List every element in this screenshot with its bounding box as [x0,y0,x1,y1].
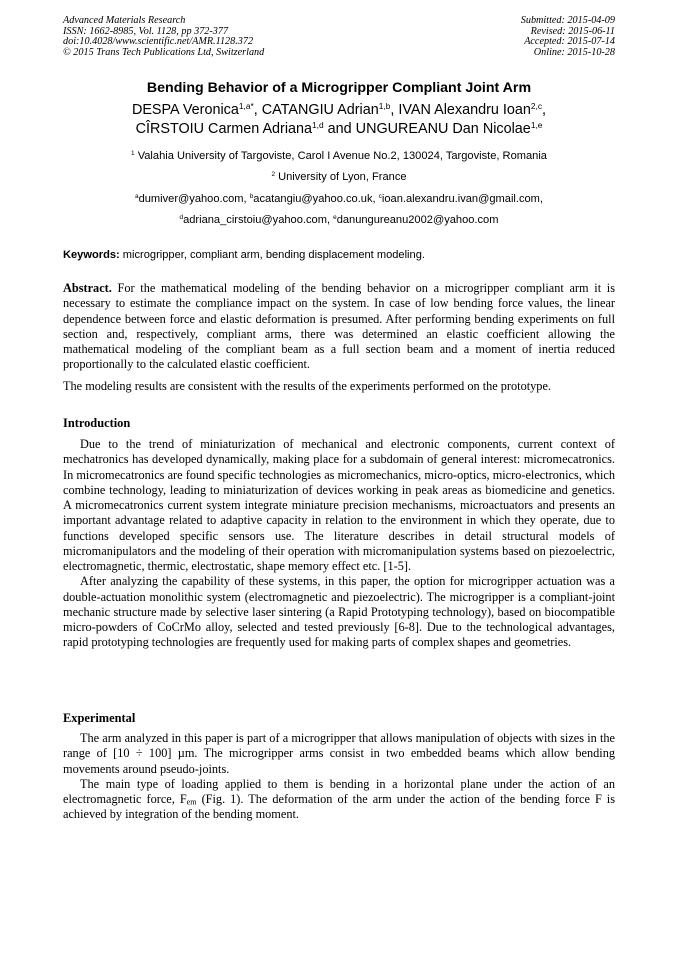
affiliation-1 [63,150,615,162]
email-mark: c [378,193,382,201]
email-c[interactable]: ioan.alexandru.ivan@gmail.com [381,193,540,205]
author-separator: , [542,102,547,118]
email-mark: a [134,193,139,201]
abstract-conclusion: The modeling results are consistent with the results of the experiments performed on the prototype. [63,379,551,393]
author-name: CATANGIU Adrian [261,102,379,118]
accepted-date: Accepted: 2015-07-14 [524,36,615,48]
email-mark: e [333,214,337,222]
journal-issn: ISSN: 1662-8985, Vol. 1128, pp 372-377 [63,25,229,37]
paragraph: After analyzing the capability of these systems, in this paper, the option for microgripper actuation was a double-actuation monolithic system (electromagnetic and piezoelectric). The microgripper is a compliant-joint mechanic structure made by selective laser sintering (a Rapid Prototyping technology), based on biocompatible micro-powders of CoCrMo alloy, selected and tested previously [6-8]. Due to the technological advantages, rapid prototyping technologies are frequently used for making parts of complex shapes and geometries. [63,574,615,650]
email-mark: b [249,193,254,201]
keywords [63,249,615,261]
affiliation-text: Valahia University of Targoviste, Carol I Avenue No.2, 130024, Targoviste, Romania [134,150,547,162]
author-line-1 [50,101,628,120]
author-name: DESPA Veronica [131,102,239,118]
force-subscript: em [186,797,197,807]
author-conjunction: and [323,120,356,137]
email-mark: d [179,214,184,222]
author-separator: , [390,102,399,118]
email-b[interactable]: acatangiu@yahoo.co.uk [253,193,373,205]
author-name: UNGUREANU Dan Nicolae [355,120,531,137]
affiliation-2 [63,171,615,183]
journal-doi: doi:10.4028/www.scientific.net/AMR.1128.372 [63,36,254,48]
email-e[interactable]: danungureanu2002@yahoo.com [336,214,499,226]
author-name: IVAN Alexandru Ioan [398,102,531,118]
affiliation-mark: 1 [131,150,135,158]
author-affiliation-mark: 1,e [530,119,543,130]
affiliation-mark: 2 [271,171,276,179]
email-line-1: $^a$dumiver@yahoo.com, $^b$acatangiu@yahoo.co.uk, $^c$ioan.alexandru.ivan@gmail.com, [134,193,544,205]
email-d[interactable]: adriana_cirstoiu@yahoo.com [183,214,327,226]
introduction-body [63,437,615,651]
paragraph [63,777,615,823]
author-separator: , [253,102,262,118]
author-list [50,101,628,138]
author-affiliation-mark: 2,c [530,100,543,111]
section-heading-experimental: Experimental [63,711,136,725]
section-heading-introduction: Introduction [63,416,131,430]
keywords-label: Keywords: [63,249,120,261]
submission-dates [521,16,615,58]
abstract [63,281,615,373]
email-line-2: $^d$adriana_cirstoiu@yahoo.com, $^e$danungureanu2002@yahoo.com [179,214,499,226]
online-date: Online: 2015-10-28 [533,46,615,58]
abstract-text: For the mathematical modeling of the bending behavior on a microgripper compliant arm it is necessary to estimate the compliance impact on the system. In case of low bending force values, the linear dependence between force and elastic deformation is presumed. After performing bending experiments on full section and, respectively, compliant arms, there was determined an elastic coefficient allowing the mathematical modeling of the compliant beam as a full section beam and a moment of inertia reduced proportionally to the calculated elastic coefficient. [63,281,615,372]
keywords-text: microgripper, compliant arm, bending displacement modeling. [119,249,425,261]
author-name: CÎRSTOIU Carmen Adriana [135,120,313,137]
abstract-label: Abstract. [63,281,112,295]
paragraph-text: The main type of loading applied to them is bending in a horizontal plane under the action of an electromagnetic force, F [63,776,615,806]
journal-copyright: © 2015 Trans Tech Publications Ltd, Switzerland [63,46,265,58]
experimental-body [63,731,615,823]
revised-date: Revised: 2015-06-11 [530,25,615,37]
paper-title: Bending Behavior of a Microgripper Compliant Joint Arm [146,80,532,96]
paragraph-text: (Fig. 1). The deformation of the arm under the action of the bending force F is achieved by integration of the bending moment. [63,792,615,822]
journal-name: Advanced Materials Research [63,15,186,26]
submitted-date: Submitted: 2015-04-09 [520,15,615,26]
author-line-2 [50,120,628,139]
author-affiliation-mark: 1,d [312,119,324,130]
author-affiliation-mark: 1,a* [238,100,254,111]
paragraph: The arm analyzed in this paper is part of a microgripper that allows manipulation of objects with sizes in the range of [10 ÷ 100] µm. The microgripper arms consist in two embedded beams which allow bending movements around pseudo-joints. [63,731,615,776]
affiliation-text: University of Lyon, France [275,171,407,183]
email-a[interactable]: dumiver@yahoo.com [138,193,244,205]
paragraph: Due to the trend of miniaturization of mechanical and electronic components, current context of mechatronics has developed dynamically, making place for a subdomain of general interest: micromecatronics. In micromecatronics are found specific technologies as micromechanics, micro-optics, micro-electronics, which combine technology, leading to miniaturization of devices working in peak areas as biomedicine and genetics. A micromecatronics current system integrate miniature precision mechanisms, microactuators and presents an important advantage related to adaptive capacity in relation to the environment in which they operate, due to functions developed specific sensors use. The literature describes in detail structural models of micromanipulators and the modeling of their operation with micromanipulation systems based on piezoelectric, electromagnetic, thermic, electrostatic, shape memory effect etc. [1-5]. [63,437,615,573]
author-affiliation-mark: 1,b [378,100,391,111]
journal-info [63,16,264,58]
